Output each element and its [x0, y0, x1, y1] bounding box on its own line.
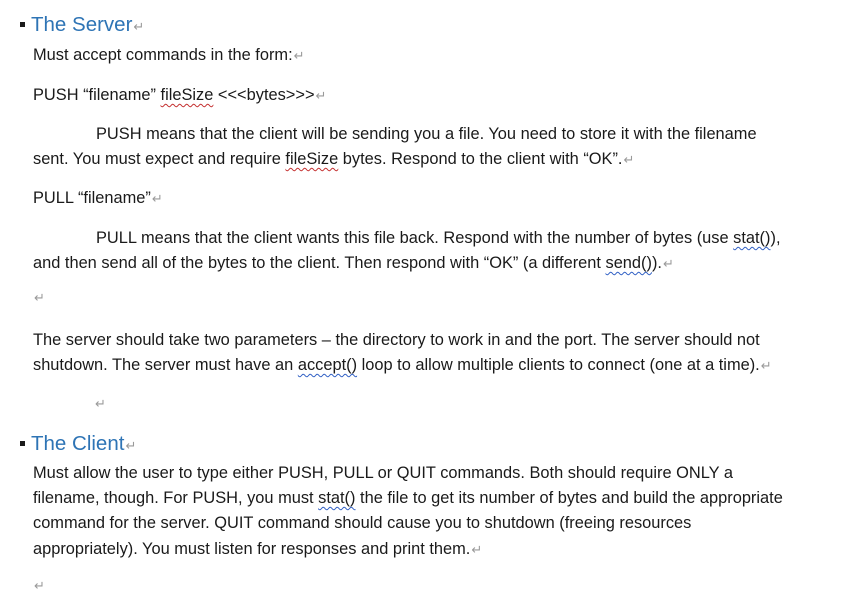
push-description-line-1: PUSH means that the client will be sending you a file. You need to store it with the filename	[96, 125, 757, 143]
client-line-3: command for the server. QUIT command should cause you to shutdown (freeing resources	[33, 514, 692, 532]
client-line-4: appropriately). You must listen for responses and print them.↵	[33, 540, 483, 558]
client-heading: The Client↵	[20, 432, 136, 458]
client-line-1: Must allow the user to type either PUSH, PULL or QUIT commands. Both should require ONLY a	[33, 464, 733, 482]
server-params-line-2: shutdown. The server must have an accept() loop to allow multiple clients to connect (one at a time).↵	[33, 356, 772, 374]
spelling-flag: fileSize	[285, 150, 339, 168]
grammar-flag: stat()	[733, 229, 771, 247]
pull-description-line-1: PULL means that the client wants this file back. Respond with the number of bytes (use stat()),	[96, 229, 781, 247]
paragraph-mark-icon: ↵	[315, 88, 327, 103]
grammar-flag: send()	[605, 254, 652, 272]
paragraph-mark-icon: ↵	[34, 290, 45, 305]
grammar-flag: stat()	[318, 489, 356, 507]
grammar-flag: accept()	[297, 356, 358, 374]
push-description-line-2: sent. You must expect and require fileSize bytes. Respond to the client with “OK”.↵	[33, 150, 635, 168]
server-params-line-1: The server should take two parameters – the directory to work in and the port. The server should not	[33, 331, 760, 349]
spelling-flag: fileSize	[160, 86, 214, 104]
client-line-2: filename, though. For PUSH, you must stat() the file to get its number of bytes and build the appropriate	[33, 489, 783, 507]
push-command: PUSH “filename” fileSize <<<bytes>>>↵	[33, 86, 327, 104]
paragraph-mark-icon: ↵	[151, 191, 163, 206]
bullet-icon	[20, 441, 25, 446]
server-intro: Must accept commands in the form:↵	[33, 46, 305, 64]
bullet-icon	[20, 22, 25, 27]
paragraph-mark-icon: ↵	[125, 438, 137, 453]
server-heading: The Server↵	[20, 13, 144, 39]
pull-description-line-2: and then send all of the bytes to the client. Then respond with “OK” (a different send()).↵	[33, 254, 674, 272]
paragraph-mark-icon: ↵	[760, 358, 772, 373]
pull-command: PULL “filename”↵	[33, 189, 163, 207]
paragraph-mark-icon: ↵	[293, 48, 305, 63]
paragraph-mark-icon: ↵	[471, 542, 483, 557]
paragraph-mark-icon: ↵	[662, 256, 674, 271]
paragraph-mark-icon: ↵	[95, 396, 106, 411]
paragraph-mark-icon: ↵	[34, 578, 45, 593]
paragraph-mark-icon: ↵	[623, 152, 635, 167]
paragraph-mark-icon: ↵	[133, 19, 145, 34]
